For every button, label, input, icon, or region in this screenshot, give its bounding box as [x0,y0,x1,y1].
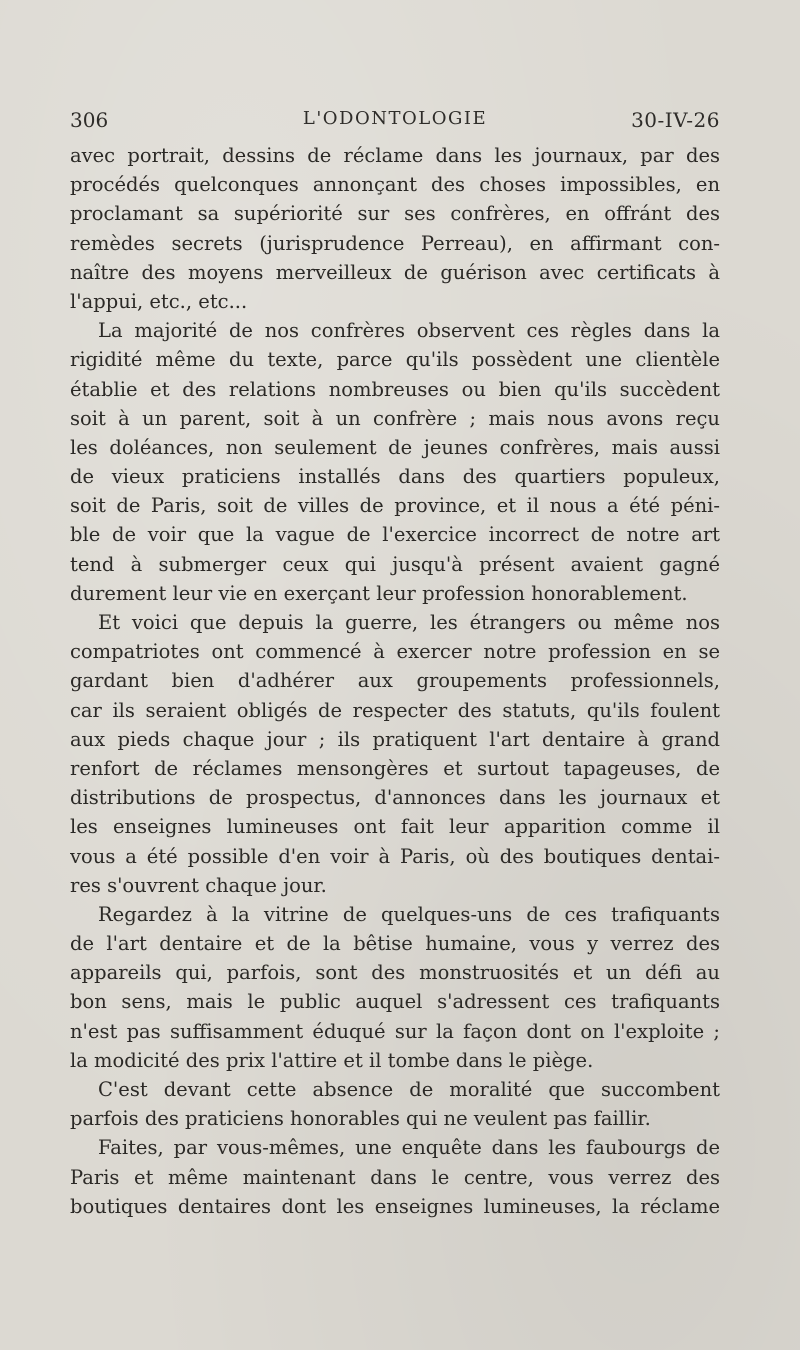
text-line: renfort de réclames mensongères et surtout tapageuses, de [70,756,720,780]
text-line: aux pieds chaque jour ; ils pratiquent l'art dentaire à grand [70,727,720,751]
journal-title: L'ODONTOLOGIE [302,108,488,129]
text-line: Faites, par vous-mêmes, une enquête dans les faubourgs de [98,1136,720,1160]
issue-date: 30-IV-26 [631,108,720,132]
text-line: tend à submerger ceux qui jusqu'à présent avaient gagné [70,552,720,576]
text-line: Et voici que depuis la guerre, les étrangers ou même nos [98,611,720,634]
text-line: avec portrait, dessins de réclame dans les journaux, par des [70,144,720,167]
text-line: les doléances, non seulement de jeunes confrères, mais aussi [70,435,720,459]
running-head [70,108,720,138]
text-line: Regardez à la vitrine de quelques-uns de ces trafiquants [98,902,720,926]
text-line: bon sens, mais le public auquel s'adressent ces trafiquants [70,990,720,1014]
text-line: compatriotes ont commencé à exercer notre profession en se [70,640,720,664]
text-line: appareils qui, parfois, sont des monstruosités et un défi au [70,961,720,985]
text-line: de vieux praticiens installés dans des quartiers populeux, [70,465,720,489]
text-line: l'appui, etc., etc... [70,289,248,313]
body-text [70,141,720,1221]
text-line: C'est devant cette absence de moralité que succombent [98,1078,720,1101]
text-line: n'est pas suffisamment éduqué sur la façon dont on l'exploite ; [70,1019,720,1043]
text-line: soit à un parent, soit à un confrère ; mais nous avons reçu [70,406,720,430]
text-line: remèdes secrets (jurisprudence Perreau), en affirmant con- [70,231,720,255]
text-line: parfois des praticiens honorables qui ne veulent pas faillir. [70,1107,651,1131]
text-line: soit de Paris, soit de villes de province, et il nous a été péni- [70,494,720,518]
text-line: vous a été possible d'en voir à Paris, où des boutiques dentai- [70,844,720,868]
text-line: res s'ouvrent chaque jour. [70,873,327,897]
text-line: rigidité même du texte, parce qu'ils possèdent une clientèle [70,348,720,372]
text-line: la modicité des prix l'attire et il tombe dans le piège. [70,1048,594,1072]
text-line: naître des moyens merveilleux de guérison avec certificats à [70,260,720,284]
text-line: proclamant sa supériorité sur ses confrères, en offránt des [70,202,720,226]
text-line: durement leur vie en exerçant leur profession honorablement. [70,581,688,605]
text-line: Paris et même maintenant dans le centre, vous verrez des [70,1165,720,1189]
text-line: les enseignes lumineuses ont fait leur apparition comme il [70,815,720,839]
text-line: établie et des relations nombreuses ou bien qu'ils succèdent [70,377,720,401]
text-line: procédés quelconques annonçant des choses impossibles, en [70,173,720,197]
text-line: boutiques dentaires dont les enseignes lumineuses, la réclame [70,1194,720,1218]
page-number: 306 [70,108,109,132]
text-line: car ils seraient obligés de respecter des statuts, qu'ils foulent [70,698,720,722]
text-line: ble de voir que la vague de l'exercice incorrect de notre art [70,523,720,547]
text-line: La majorité de nos confrères observent ces règles dans la [98,319,720,343]
text-line: gardant bien d'adhérer aux groupements professionnels, [70,669,720,693]
text-line: de l'art dentaire et de la bêtise humaine, vous y verrez des [70,932,720,956]
text-line: distributions de prospectus, d'annonces dans les journaux et [70,786,720,810]
